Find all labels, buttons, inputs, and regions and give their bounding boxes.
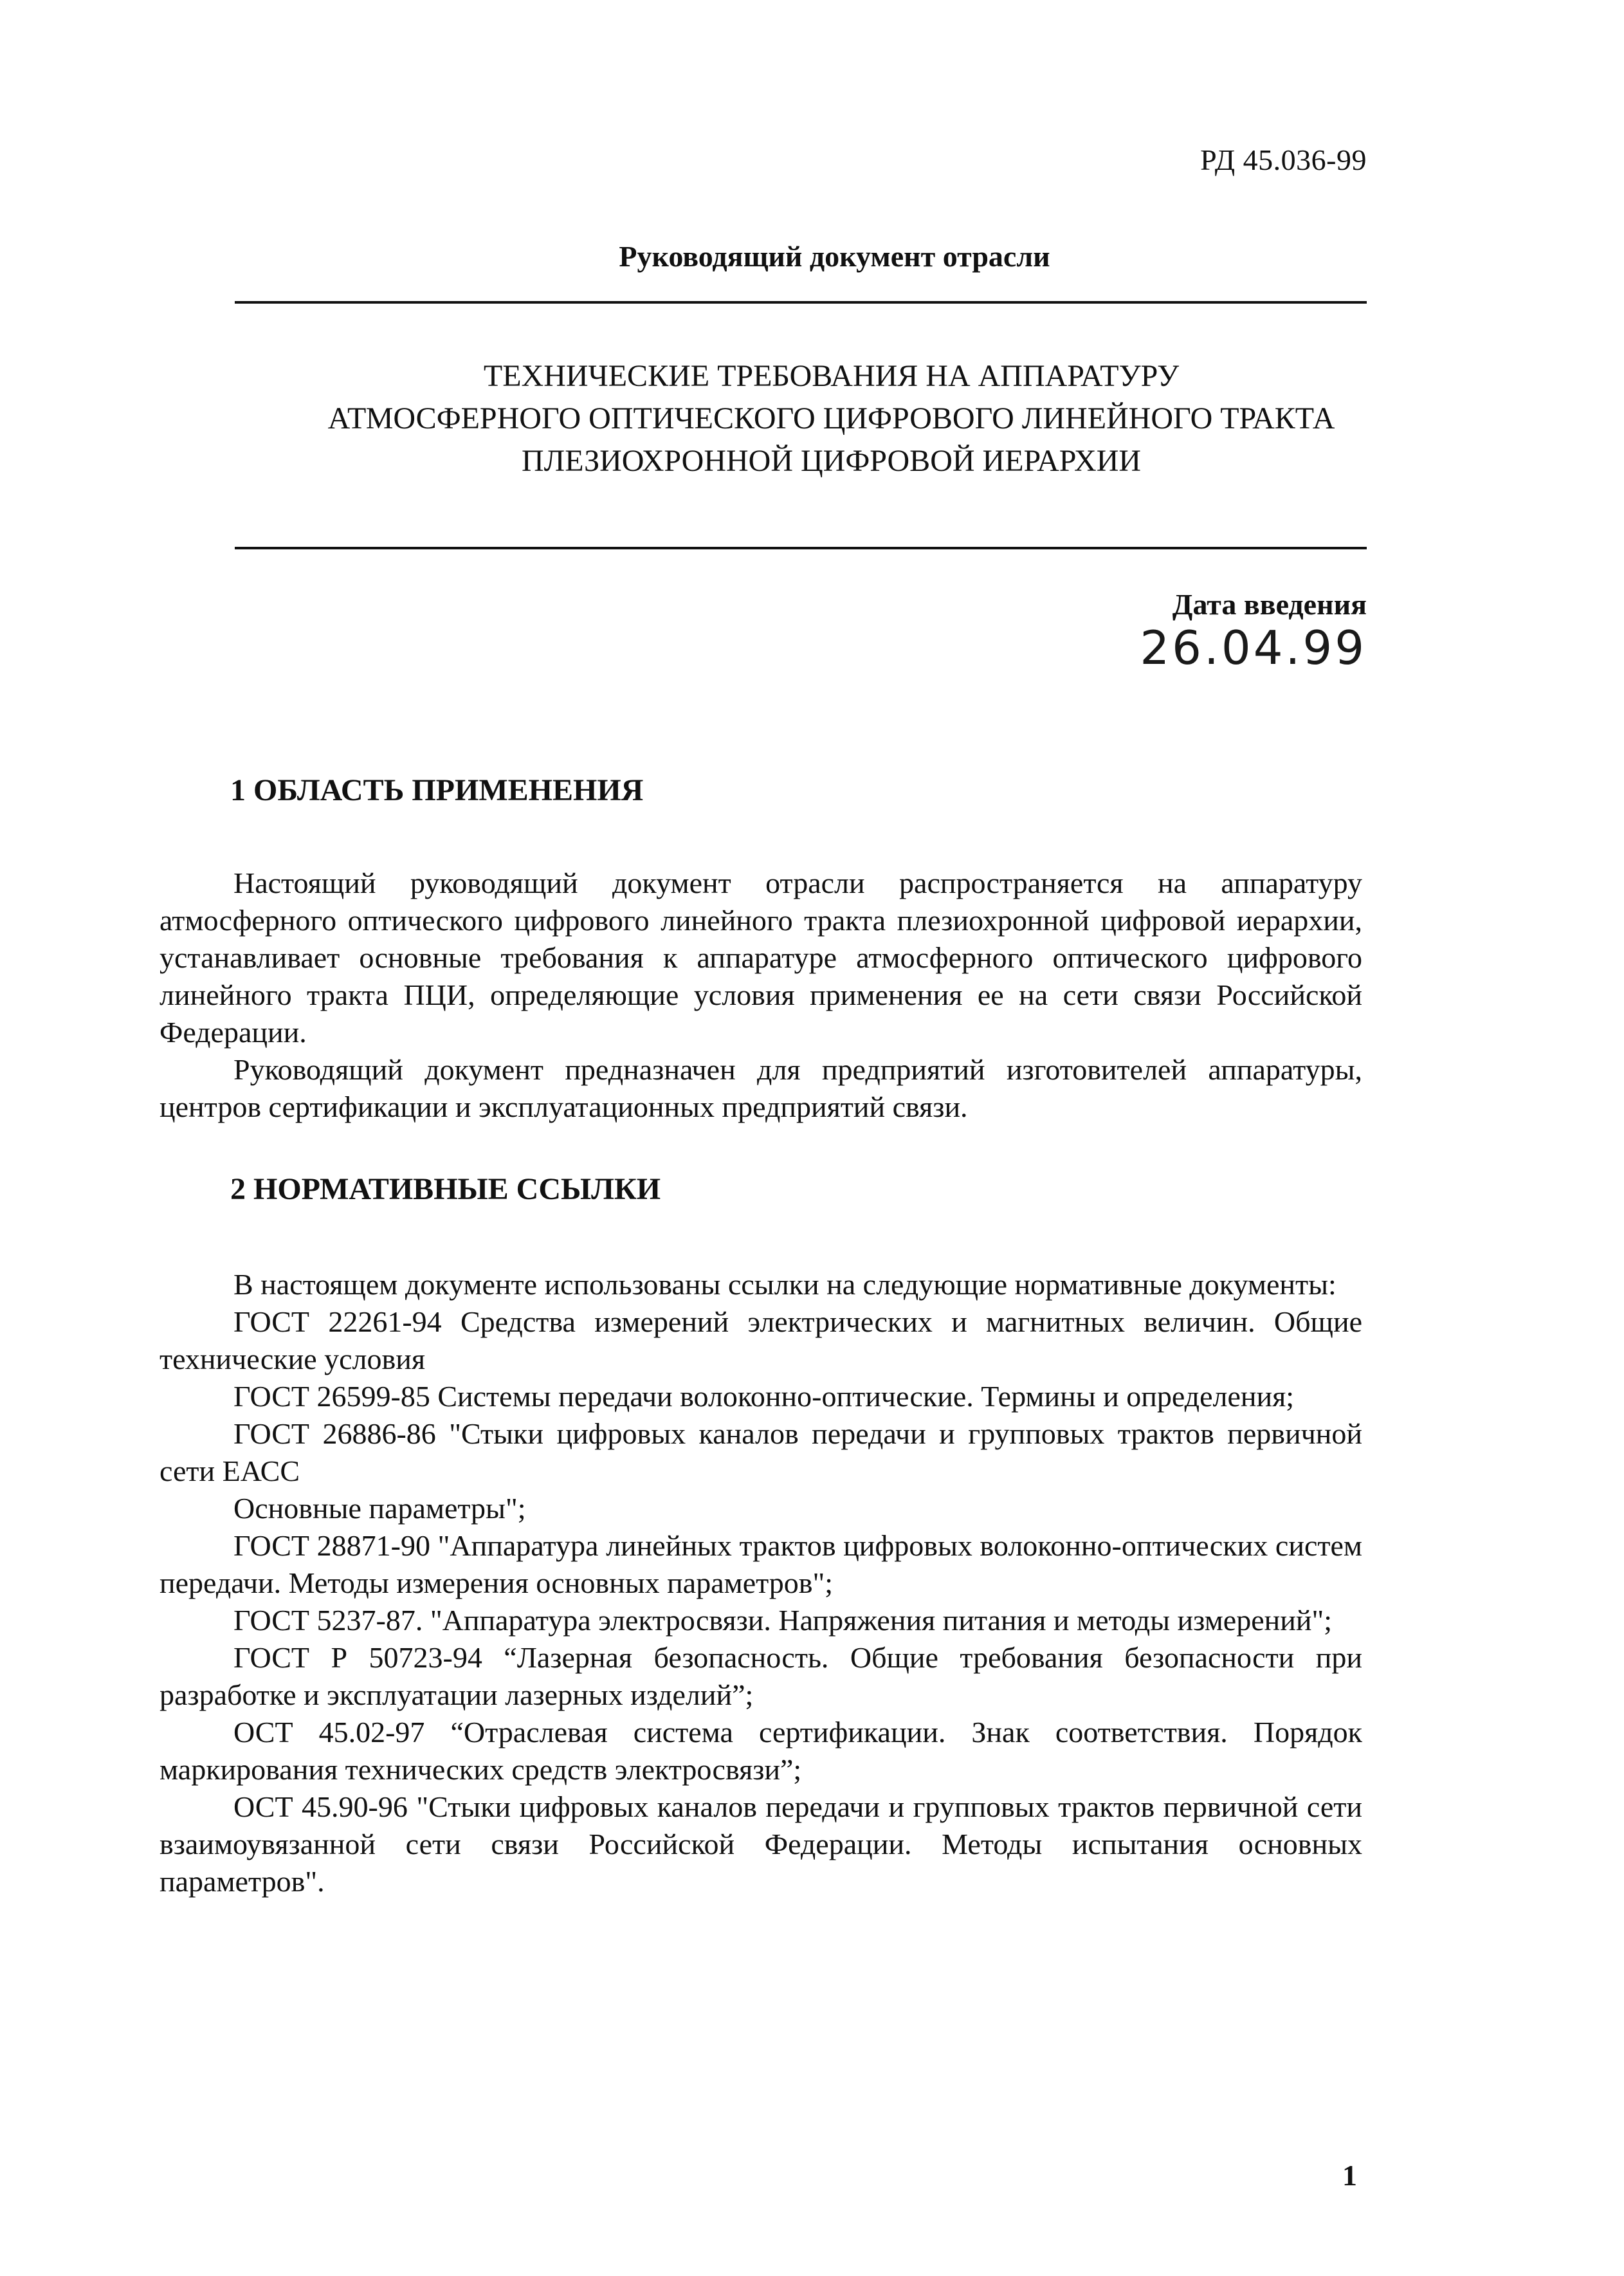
section-2-heading: 2 НОРМАТИВНЫЕ ССЫЛКИ (230, 1172, 661, 1206)
bottom-divider (235, 547, 1367, 549)
introduction-date-label: Дата введения (1172, 588, 1367, 621)
reference-item: ГОСТ 26599-85 Системы передачи волоконно-оптические. Термины и определения; (233, 1380, 1295, 1413)
section-1-heading: 1 ОБЛАСТЬ ПРИМЕНЕНИЯ (230, 773, 644, 807)
reference-item: ГОСТ 5237-87. "Аппаратура электросвязи. Напряжения питания и методы измерений"; (233, 1604, 1333, 1637)
section-1-paragraph-1: Настоящий руководящий документ отрасли распространяется на аппаратуру атмосферного оптического цифрового линейного тракта плезиохронной цифровой иерархии, устанавливает основные требования к аппаратуре атмосферного оптического цифрового линейного тракта ПЦИ, определяющие условия применения ее на сети связи Российской Федерации. (160, 867, 1362, 1049)
document-type: Руководящий документ отрасли (619, 240, 1050, 273)
title-line-3: ПЛЕЗИОХРОННОЙ ЦИФРОВОЙ ИЕРАРХИИ (521, 444, 1142, 478)
section-1-paragraph-2: Руководящий документ предназначен для предприятий изготовителей аппаратуры, центров сертификации и эксплуатационных предприятий связи. (160, 1053, 1362, 1123)
page-number: 1 (1342, 2159, 1357, 2192)
references-list (160, 1266, 1362, 1900)
title-line-1: ТЕХНИЧЕСКИЕ ТРЕБОВАНИЯ НА АППАРАТУРУ (483, 359, 1180, 393)
reference-item: ОСТ 45.02-97 “Отраслевая система сертификации. Знак соответствия. Порядок маркирования технических средств электросвязи”; (160, 1716, 1362, 1786)
reference-item-continuation: Основные параметры"; (233, 1492, 526, 1525)
reference-item: ГОСТ 22261-94 Средства измерений электрических и магнитных величин. Общие технические условия (160, 1305, 1362, 1375)
references-intro: В настоящем документе использованы ссылки на следующие нормативные документы: (233, 1268, 1337, 1301)
document-body (160, 772, 1362, 1900)
reference-item: ГОСТ 26886-86 "Стыки цифровых каналов передачи и групповых трактов первичной сети ЕАСС (160, 1417, 1362, 1487)
introduction-date-handwritten: 26.04.99 (1140, 621, 1367, 675)
reference-item: ОСТ 45.90-96 "Стыки цифровых каналов передачи и групповых трактов первичной сети взаимоувязанной сети связи Российской Федерации. Методы испытания основных параметров". (160, 1790, 1362, 1898)
title-line-2: АТМОСФЕРНОГО ОПТИЧЕСКОГО ЦИФРОВОГО ЛИНЕЙНОГО ТРАКТА (327, 401, 1335, 436)
reference-item: ГОСТ Р 50723-94 “Лазерная безопасность. Общие требования безопасности при разработке и эксплуатации лазерных изделий”; (160, 1641, 1362, 1711)
document-title (0, 355, 1624, 482)
reference-item: ГОСТ 28871-90 "Аппаратура линейных трактов цифровых волоконно-оптических систем передачи. Методы измерения основных параметров"; (160, 1529, 1362, 1599)
top-divider (235, 301, 1367, 304)
document-code: РД 45.036-99 (1200, 143, 1367, 176)
